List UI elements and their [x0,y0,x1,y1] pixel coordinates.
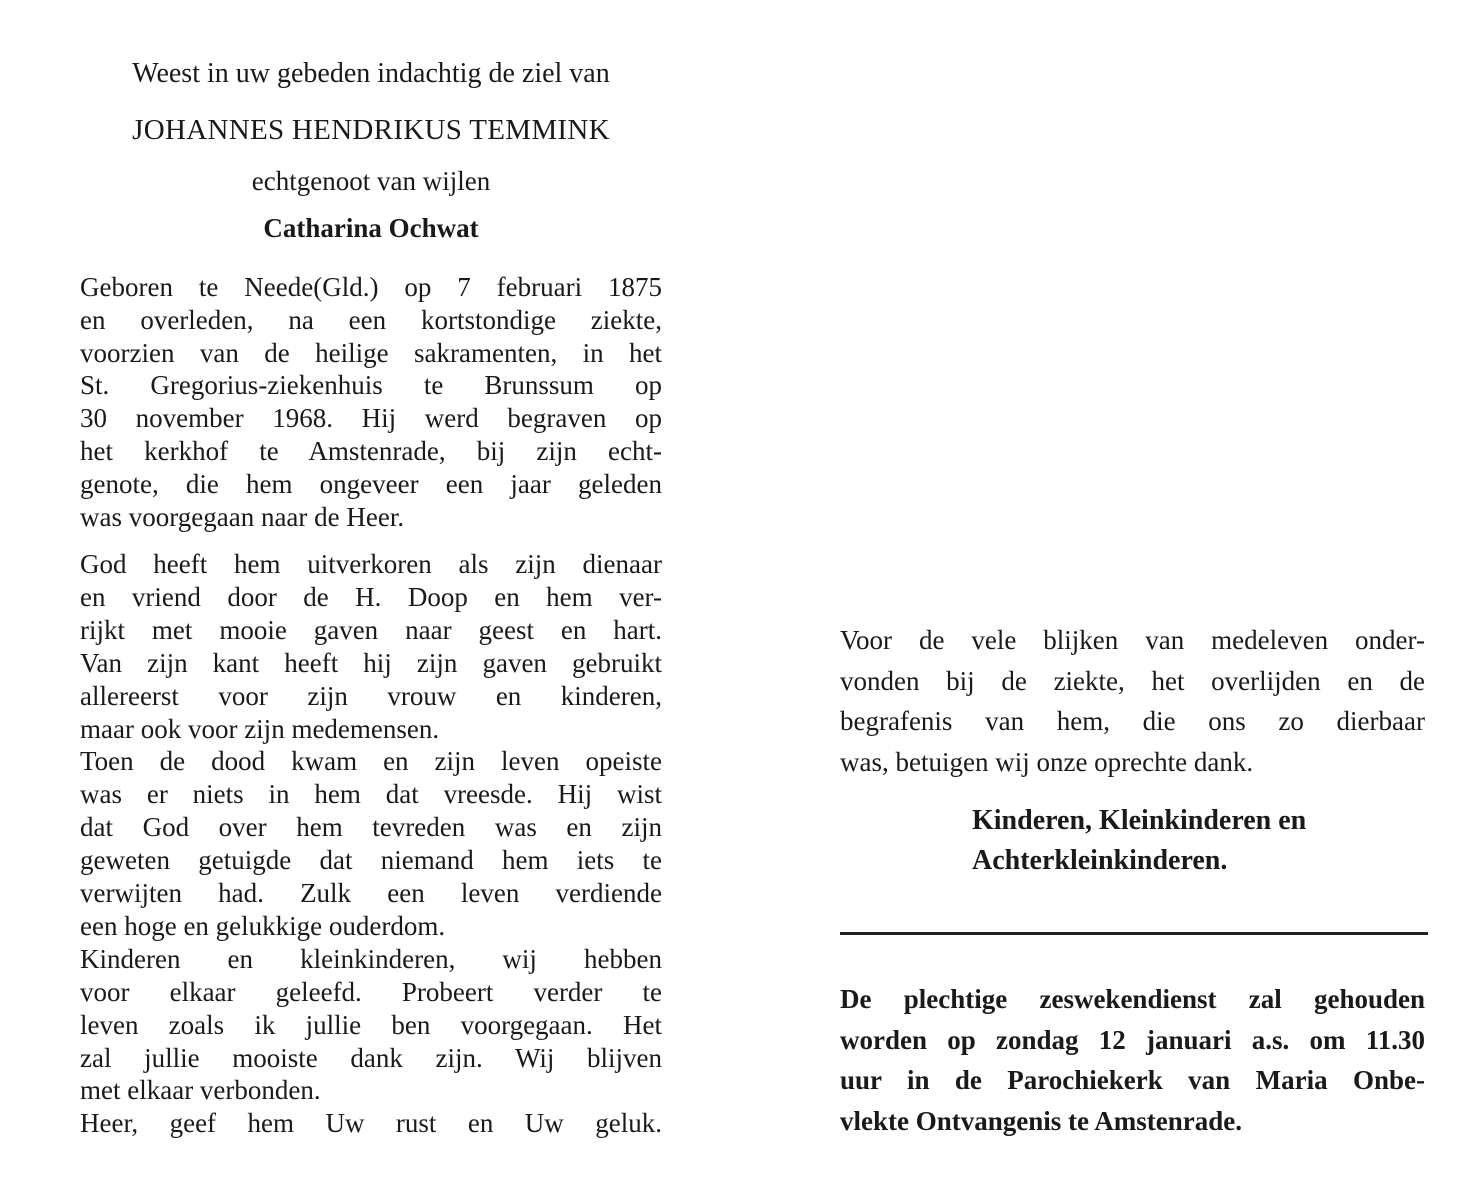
text-line: was voorgegaan naar de Heer. [80,501,405,532]
text-line: zal jullie mooiste dank zijn. Wij blijven [80,1042,662,1073]
text-line: een hoge en gelukkige ouderdom. [80,910,446,941]
text-line: voor elkaar geleefd. Probeert verder te [80,976,662,1007]
text-line: maar ook voor zijn medemensen. [80,713,440,744]
text-line: en overleden, na een kortstondige ziekte, [80,304,662,335]
text-line: rijkt met mooie gaven naar geest en hart. [80,614,662,645]
text-line: Kinderen en kleinkinderen, wij hebben [80,943,662,974]
text-line: uur in de Parochiekerk van Maria Onbe- [840,1065,1425,1096]
text-line: vlekte Ontvangenis te Amstenrade. [840,1106,1242,1137]
text-line: het kerkhof te Amstenrade, bij zijn echt- [80,436,662,466]
text-line: genote, die hem ongeveer een jaar geleden [80,468,662,499]
text-line: voorzien van de heilige sakramenten, in het [80,337,662,368]
deceased-name: JOHANNES HENDRIKUS TEMMINK [132,114,610,146]
text-line: en vriend door de H. Doop en hem ver- [80,581,662,612]
text-line: leven zoals ik jullie ben voorgegaan. Het [80,1009,662,1040]
text-line: verwijten had. Zulk een leven verdiende [80,878,662,908]
text-line: Voor de vele blijken van medeleven onder- [840,625,1425,655]
text-line: was, betuigen wij onze oprechte dank. [840,747,1254,778]
text-line: Van zijn kant heeft hij zijn gaven gebruikt [80,647,662,678]
intro-line: Weest in uw gebeden indachtig de ziel van [132,58,610,89]
text-line: was er niets in hem dat vreesde. Hij wist [80,779,662,810]
spouse-intro: echtgenoot van wijlen [251,166,491,196]
text-line: God heeft hem uitverkoren als zijn dienaar [80,549,662,579]
text-line: dat God over hem tevreden was en zijn [80,812,662,843]
spouse-name: Catharina Ochwat [263,213,479,243]
text-line: worden op zondag 12 januari a.s. om 11.30 [840,1024,1425,1055]
signature-line-2: Achterkleinkinderen. [972,845,1228,876]
text-line: Toen de dood kwam en zijn leven opeiste [80,746,662,777]
text-line: 30 november 1968. Hij werd begraven op [80,403,662,434]
text-line: allereerst voor zijn vrouw en kinderen, [80,680,662,711]
text-line: begrafenis van hem, die ons zo dierbaar [840,706,1425,737]
text-line: vonden bij de ziekte, het overlijden en de [840,665,1425,696]
text-line: De plechtige zeswekendienst zal gehouden [840,984,1425,1014]
text-line: Heer, geef hem Uw rust en Uw geluk. [80,1108,662,1139]
divider-rule [840,932,1428,935]
text-line: St. Gregorius-ziekenhuis te Brunssum op [80,370,662,401]
text-line: Geboren te Neede(Gld.) op 7 februari 1875 [80,272,662,302]
text-line: geweten getuigde dat niemand hem iets te [80,845,662,876]
signature-line-1: Kinderen, Kleinkinderen en [972,805,1307,836]
text-line: met elkaar verbonden. [80,1075,321,1106]
